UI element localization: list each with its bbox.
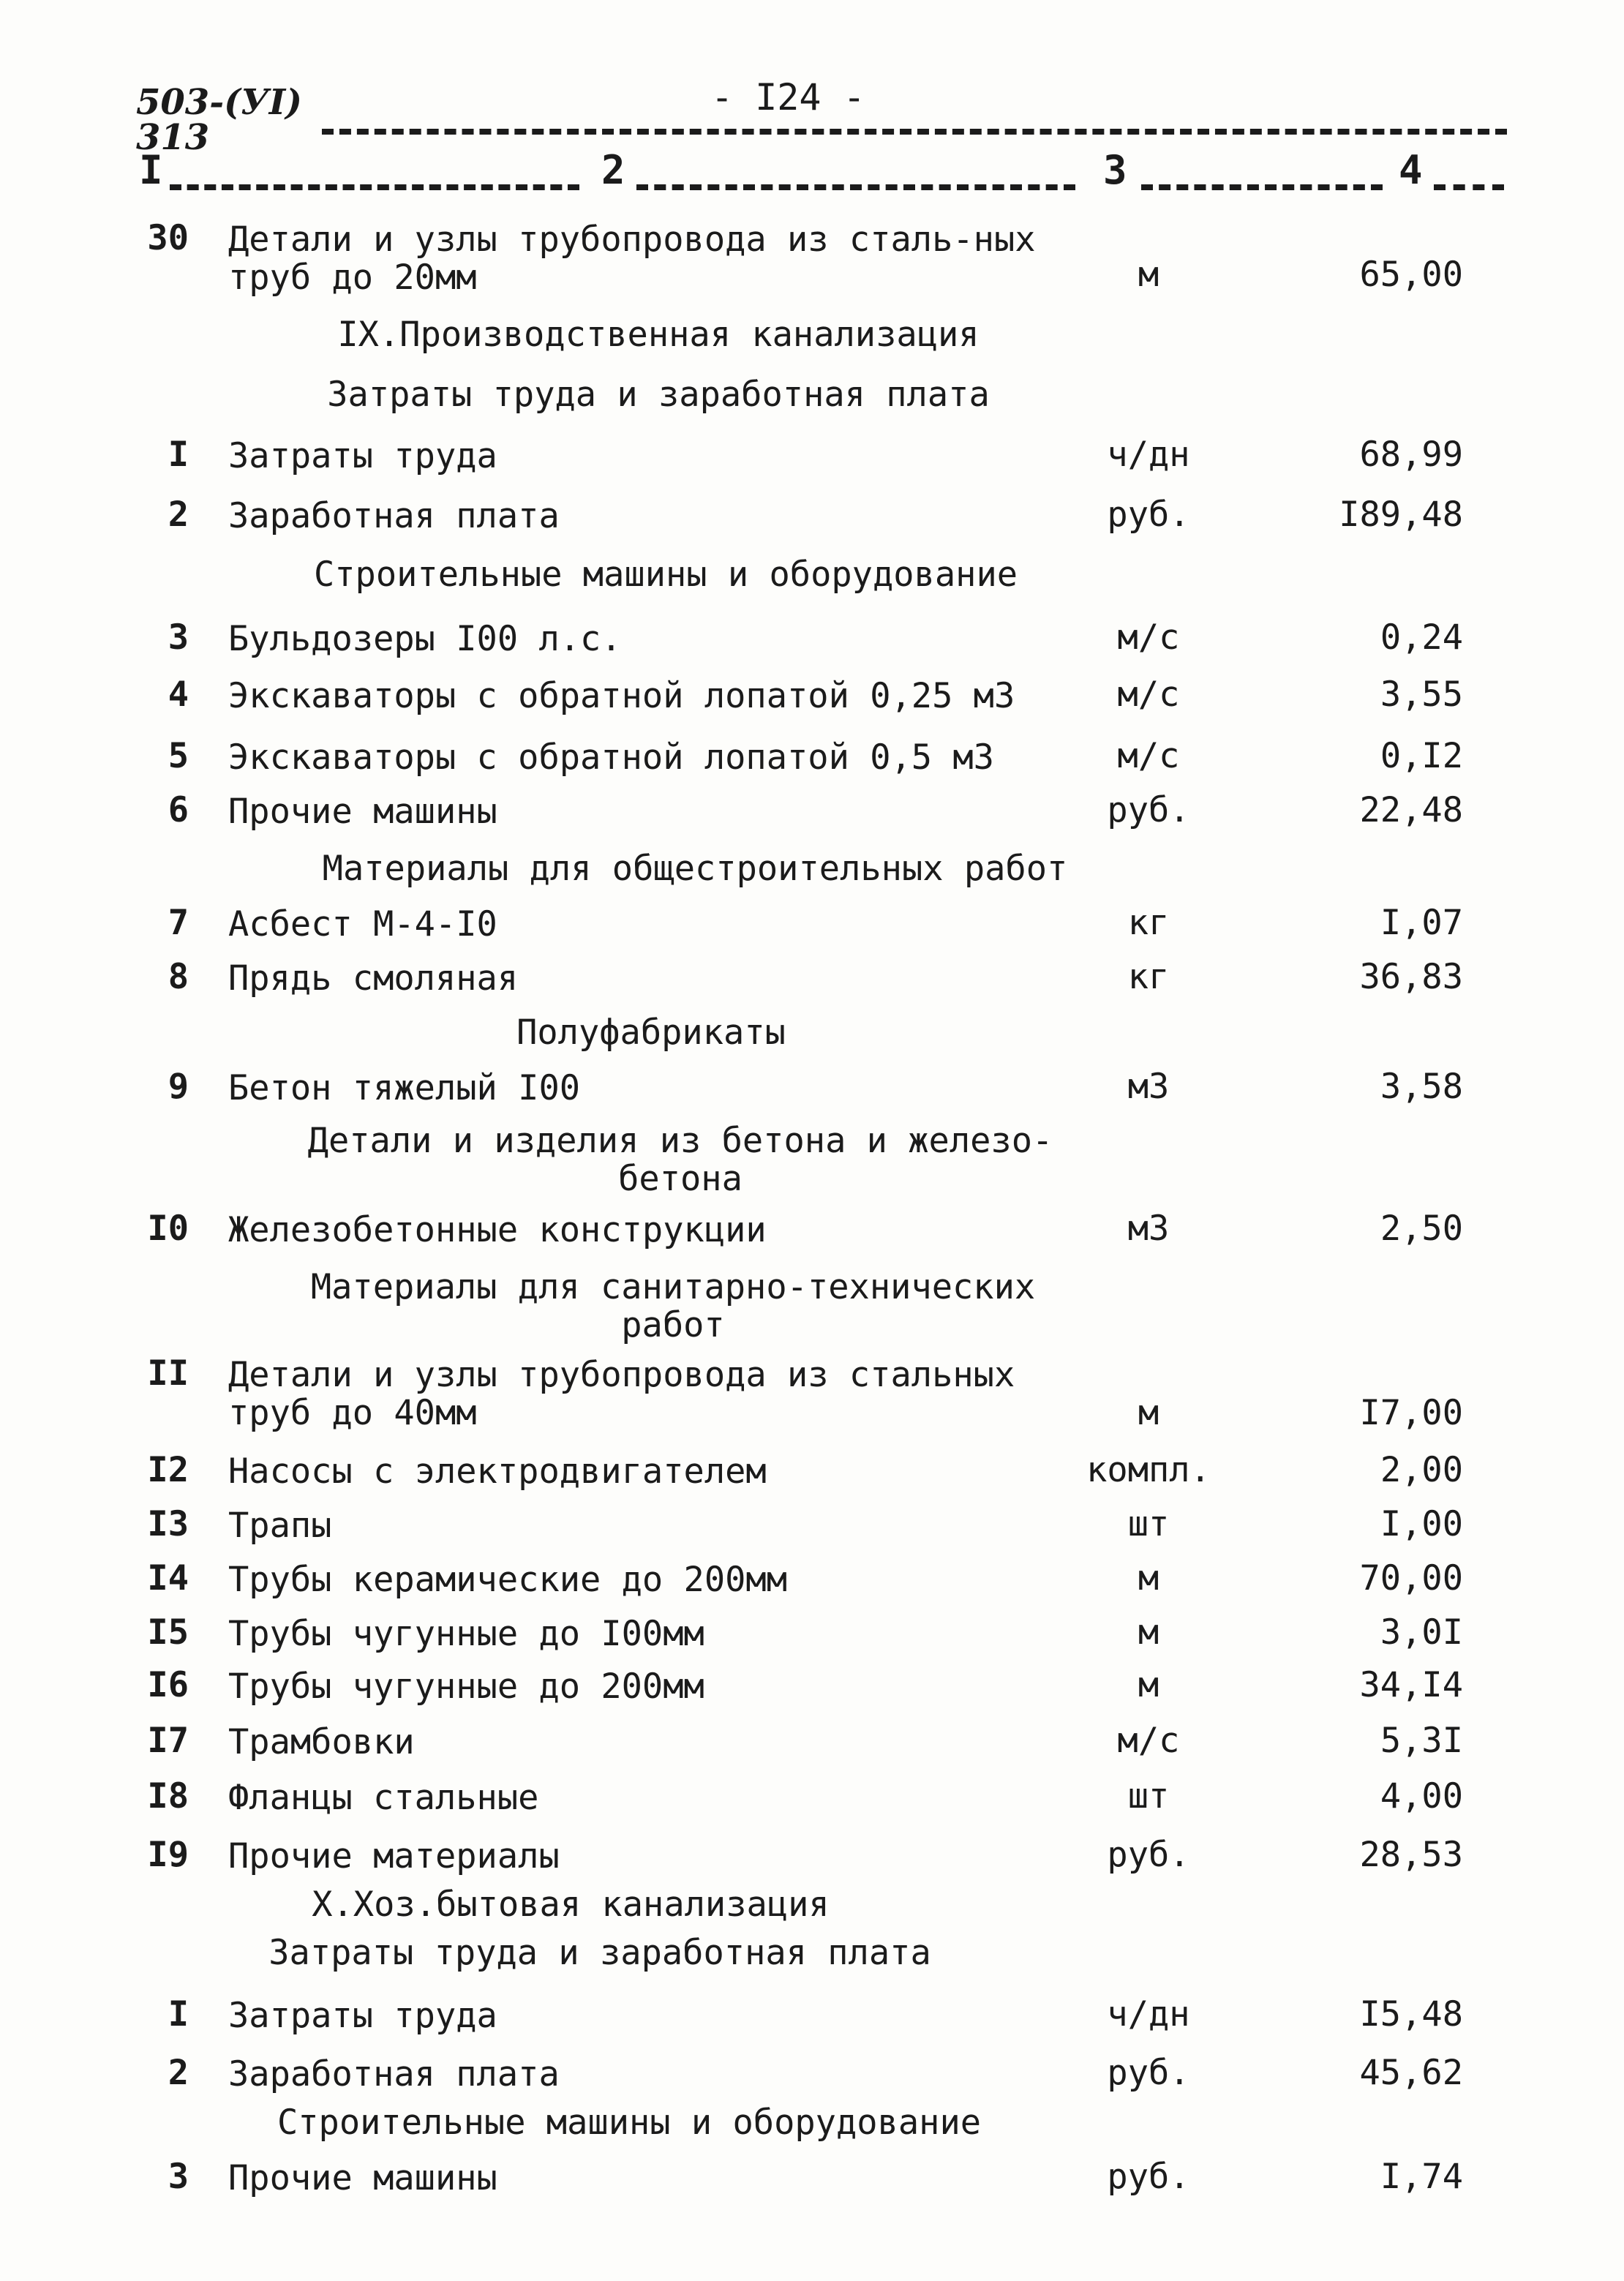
row-name: Бетон тяжелый I00: [228, 1068, 581, 1108]
row-name: Экскаваторы с обратной лопатой 0,25 м3: [228, 676, 1015, 716]
row-number: 7: [168, 903, 189, 943]
row-value: 2,50: [1380, 1209, 1463, 1249]
row-unit: м/с: [1117, 1721, 1180, 1761]
row-unit: м3: [1127, 1209, 1170, 1249]
row-number: 5: [168, 736, 189, 776]
row-name: Трубы керамические до 200мм: [228, 1560, 788, 1600]
row-name: Заработная плата: [228, 2054, 560, 2094]
row-value: 2,00: [1380, 1450, 1463, 1490]
row-number: I6: [147, 1665, 189, 1705]
row-unit: м3: [1127, 1067, 1170, 1107]
row-name: Экскаваторы с обратной лопатой 0,5 м3: [228, 737, 994, 778]
column-header-1: I: [139, 147, 163, 193]
row-unit: м/с: [1117, 736, 1180, 776]
row-value: I,00: [1380, 1504, 1463, 1544]
row-number: 2: [168, 2053, 189, 2093]
row-value: 36,83: [1359, 957, 1463, 997]
row-number: 9: [168, 1067, 189, 1107]
header-rule: [322, 129, 1507, 135]
row-number: 2: [168, 495, 189, 535]
section-heading: Строительные машины и оборудование: [277, 2102, 982, 2143]
row-name: Заработная плата: [228, 496, 560, 536]
row-unit: руб.: [1107, 1835, 1190, 1875]
column-header-4: 4: [1399, 147, 1423, 193]
section-heading: Х.Хоз.бытовая канализация: [312, 1884, 830, 1925]
row-unit: м: [1138, 1665, 1159, 1705]
row-number: 3: [168, 617, 189, 658]
row-value: 0,24: [1380, 617, 1463, 658]
row-number: I0: [147, 1209, 189, 1249]
row-name: Бульдозеры I00 л.с.: [228, 619, 622, 659]
row-number: 6: [168, 790, 189, 830]
row-name: Асбест М-4-I0: [228, 904, 497, 944]
row-value: 4,00: [1380, 1776, 1463, 1816]
row-value: I,74: [1380, 2157, 1463, 2197]
row-number: I2: [147, 1450, 189, 1490]
row-value: 34,I4: [1359, 1665, 1463, 1705]
page-number: - I24 -: [711, 76, 865, 119]
row-unit: руб.: [1107, 2053, 1190, 2093]
row-name: Прочие машины: [228, 792, 497, 832]
column-header-rule: [1434, 184, 1504, 190]
section-heading: Материалы для общестроительных работ: [322, 849, 1068, 889]
row-number: I5: [147, 1612, 189, 1653]
section-heading: Строительные машины и оборудование: [313, 555, 1018, 595]
row-unit: компл.: [1086, 1450, 1211, 1490]
row-value: I5,48: [1359, 1994, 1463, 2034]
section-heading: Материалы для санитарно-технических работ: [310, 1267, 1036, 1345]
row-value: 3,58: [1380, 1067, 1463, 1107]
section-heading: Затраты труда и заработная плата: [268, 1933, 931, 1973]
row-value: 5,3I: [1380, 1721, 1463, 1761]
row-number: 3: [168, 2157, 189, 2197]
row-name: Прочие материалы: [228, 1836, 560, 1876]
document-code: 503-(УI) 313: [136, 82, 302, 158]
row-value: 0,I2: [1380, 736, 1463, 776]
row-value: I,07: [1380, 903, 1463, 943]
row-value: 65,00: [1359, 255, 1463, 295]
row-unit: руб.: [1107, 495, 1190, 535]
section-heading: Полуфабрикаты: [516, 1012, 786, 1053]
column-header-rule: [636, 184, 1075, 190]
section-heading: Детали и изделия из бетона и железо-бетона: [307, 1121, 1053, 1199]
row-unit: шт: [1127, 1776, 1170, 1816]
row-name: Трамбовки: [228, 1722, 415, 1762]
row-unit: руб.: [1107, 790, 1190, 830]
row-number: I3: [147, 1504, 189, 1544]
row-name: Прочие машины: [228, 2158, 497, 2198]
row-name: Насосы с электродвигателем: [228, 1451, 767, 1492]
row-name: Детали и узлы трубопровода из сталь-ных труб до 20мм: [228, 219, 1036, 298]
row-number: I: [168, 435, 189, 475]
row-value: 3,0I: [1380, 1612, 1463, 1653]
row-value: I7,00: [1359, 1393, 1463, 1433]
row-unit: м/с: [1117, 674, 1180, 715]
row-number: I8: [147, 1776, 189, 1816]
row-unit: ч/дн: [1107, 435, 1190, 475]
section-heading: IX.Производственная канализация: [337, 315, 980, 355]
row-number: I: [168, 1994, 189, 2034]
row-name: Трапы: [228, 1506, 332, 1546]
row-value: 70,00: [1359, 1558, 1463, 1598]
row-value: I89,48: [1339, 495, 1463, 535]
column-header-3: 3: [1103, 147, 1127, 193]
row-name: Детали и узлы трубопровода из стальных труб до 40мм: [228, 1355, 1015, 1433]
row-number: 30: [147, 218, 189, 258]
row-unit: кг: [1127, 957, 1170, 997]
column-header-rule: [170, 184, 579, 190]
row-unit: м: [1138, 1612, 1159, 1653]
row-name: Затраты труда: [228, 436, 497, 476]
row-value: 45,62: [1359, 2053, 1463, 2093]
row-unit: м: [1138, 255, 1159, 295]
row-number: I9: [147, 1835, 189, 1875]
row-name: Железобетонные конструкции: [228, 1210, 767, 1250]
row-name: Трубы чугунные до 200мм: [228, 1666, 704, 1707]
row-value: 28,53: [1359, 1835, 1463, 1875]
row-unit: ч/дн: [1107, 1994, 1190, 2034]
row-number: II: [147, 1353, 189, 1394]
column-header-2: 2: [601, 147, 625, 193]
row-number: I7: [147, 1721, 189, 1761]
row-unit: кг: [1127, 903, 1170, 943]
row-value: 3,55: [1380, 674, 1463, 715]
row-unit: шт: [1127, 1504, 1170, 1544]
row-number: 8: [168, 957, 189, 997]
row-unit: м/с: [1117, 617, 1180, 658]
row-name: Прядь смоляная: [228, 958, 519, 999]
column-header-rule: [1141, 184, 1383, 190]
row-value: 68,99: [1359, 435, 1463, 475]
row-number: I4: [147, 1558, 189, 1598]
row-unit: м: [1138, 1393, 1159, 1433]
section-heading: Затраты труда и заработная плата: [327, 375, 990, 415]
row-unit: м: [1138, 1558, 1159, 1598]
row-name: Фланцы стальные: [228, 1778, 539, 1818]
row-value: 22,48: [1359, 790, 1463, 830]
row-unit: руб.: [1107, 2157, 1190, 2197]
row-number: 4: [168, 674, 189, 715]
row-name: Затраты труда: [228, 1996, 497, 2036]
row-name: Трубы чугунные до I00мм: [228, 1614, 704, 1654]
